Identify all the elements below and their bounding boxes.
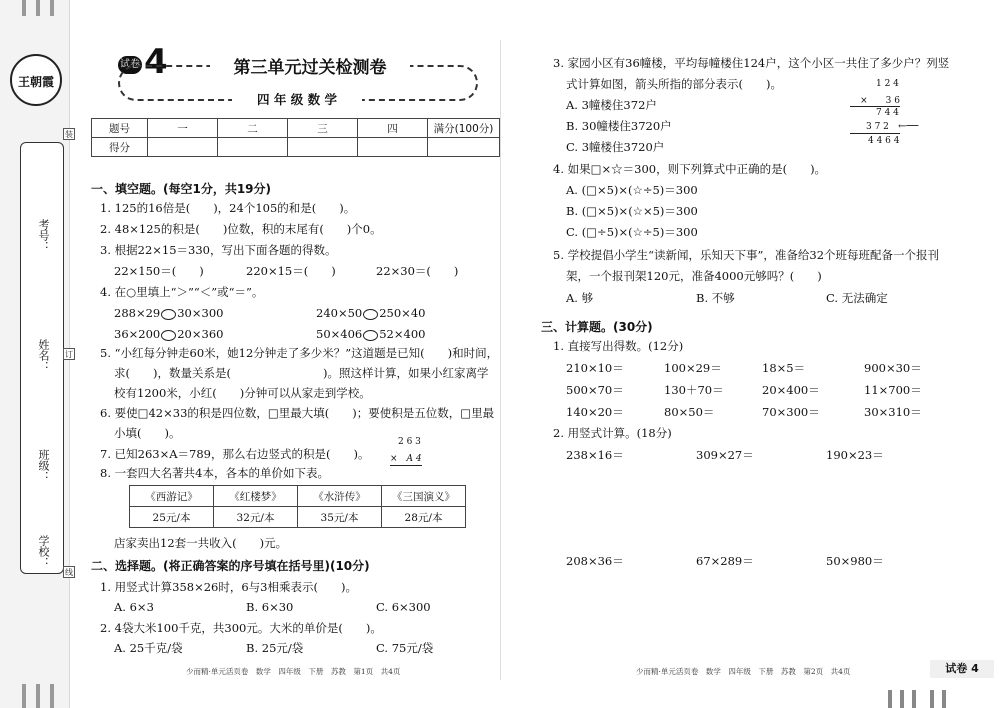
- score-table: [91, 118, 500, 157]
- option: A. 6×3: [114, 600, 154, 614]
- option: C. 无法确定: [826, 291, 888, 305]
- calc-line: 3 7 2: [866, 122, 889, 132]
- question-text: 店家卖出12套一共收入( )元。: [114, 536, 288, 550]
- binding-mark: [22, 0, 26, 16]
- question-text: 2. 48×125的积是( )位数，积的末尾有( )个0。: [100, 222, 382, 236]
- question-text: 2. 用竖式计算。(18分): [553, 426, 672, 440]
- calc-item: 50×980＝: [826, 554, 884, 568]
- table-cell: 满分(100分): [428, 119, 500, 138]
- option: C. (□÷5)×(☆÷5)＝300: [566, 225, 698, 239]
- calc-item: 20×400＝: [762, 383, 820, 397]
- option: A. 够: [566, 291, 594, 305]
- binding-mark: [36, 0, 40, 16]
- field-line: [63, 253, 64, 335]
- table-cell: 32元/本: [214, 507, 298, 528]
- expr: 50×406: [316, 327, 363, 341]
- binding-mark: [888, 690, 892, 708]
- table-cell: 四: [358, 119, 428, 138]
- binding-mark: [912, 690, 916, 708]
- calc-item: 309×27＝: [696, 448, 754, 462]
- compare-item: [316, 327, 425, 341]
- option: A. (□×5)×(☆÷5)＝300: [566, 183, 698, 197]
- field-line: [63, 375, 64, 445]
- calc-line: 1 2 4: [876, 79, 899, 89]
- section-heading: 三、计算题。(30分): [541, 320, 653, 334]
- label-name: 姓名：: [37, 339, 50, 372]
- badge-number: 4: [144, 42, 168, 82]
- question-text: 4. 在○里填上“＞”“＜”或“＝”。: [100, 285, 264, 299]
- compare-circle[interactable]: [363, 330, 378, 341]
- question-text: 5. 学校提倡小学生“读新闻，乐知天下事”，准备给32个班每班配备一个报刊: [553, 248, 940, 262]
- option: B. 6×30: [246, 600, 294, 614]
- table-cell: 《红楼梦》: [214, 486, 298, 507]
- question-text: 求( )，数量关系是( )。照这样计算，如果小红家离学: [114, 366, 489, 380]
- vertical-calc-top: 2 6 3: [398, 437, 421, 447]
- table-cell: 《水浒传》: [298, 486, 382, 507]
- binding-mark: [50, 684, 54, 708]
- question-text: 5. “小红每分钟走60米，她12分钟走了多少米？”这道题是已知( )和时间，: [100, 346, 499, 360]
- binding-mark: [50, 0, 54, 16]
- expr: 36×200: [114, 327, 161, 341]
- compare-circle[interactable]: [161, 309, 176, 320]
- calc-item: 208×36＝: [566, 554, 624, 568]
- question-text: 1. 直接写出得数。(12分): [553, 339, 684, 353]
- option: B. 30幢楼住3720户: [566, 119, 672, 133]
- binding-char: 订: [65, 350, 73, 359]
- question-text: 架，一个报刊架120元，准备4000元够吗？( ): [566, 269, 822, 283]
- table-cell: 《西游记》: [130, 486, 214, 507]
- question-text: 2. 4袋大米100千克，共300元。大米的单价是( )。: [100, 621, 382, 635]
- table-cell: 25元/本: [130, 507, 214, 528]
- badge-label: 试卷: [118, 56, 142, 74]
- page-title: 第三单元过关检测卷: [210, 53, 410, 78]
- question-text: 小填( )。: [114, 426, 181, 440]
- book-price-table: [129, 485, 466, 528]
- calc-item: 238×16＝: [566, 448, 624, 462]
- option: C. 75元/袋: [376, 641, 434, 655]
- option: C. 6×300: [376, 600, 431, 614]
- label-class: 班级：: [37, 449, 50, 482]
- page-subtitle: 四 年 级 数 学: [232, 90, 362, 108]
- calc-item: 30×310＝: [864, 405, 922, 419]
- question-text: 3. 根据22×15＝330，写出下面各题的得数。: [100, 243, 337, 257]
- student-info-card: [20, 142, 64, 574]
- binding-strip: [0, 0, 70, 708]
- binding-char: 装: [65, 130, 73, 139]
- question-text: 4. 如果□×☆＝300，则下列算式中正确的是( )。: [553, 162, 827, 176]
- table-cell: 28元/本: [382, 507, 466, 528]
- field-line: [63, 151, 64, 217]
- calc-item: 70×300＝: [762, 405, 820, 419]
- table-row: [130, 486, 466, 507]
- compare-circle[interactable]: [363, 309, 378, 320]
- vertical-calc-bottom: × A 4: [390, 451, 422, 466]
- exam-tag: 试卷 4: [930, 660, 994, 678]
- binding-mark: [36, 684, 40, 708]
- expr: 52×400: [379, 327, 426, 341]
- table-cell: 二: [218, 119, 288, 138]
- question-text: 6. 要使□42×33的积是四位数，□里最大填( )；要使积是五位数，□里最: [100, 406, 495, 420]
- calc-item: 190×23＝: [826, 448, 884, 462]
- table-row: [130, 507, 466, 528]
- table-cell: 得分: [92, 138, 148, 157]
- calc-item: 500×70＝: [566, 383, 624, 397]
- score-input-cell[interactable]: [288, 138, 358, 157]
- question-text: 7. 已知263×A＝789，那么右边竖式的积是( )。: [100, 447, 370, 461]
- table-row: [92, 119, 500, 138]
- calc-rule: [850, 133, 900, 134]
- table-cell: 三: [288, 119, 358, 138]
- page-footer: 少而精·单元活页卷 数学 四年级 下册 苏教 第2页 共4页: [636, 667, 851, 676]
- compare-item: [114, 306, 223, 320]
- calc-item: 140×20＝: [566, 405, 624, 419]
- compare-item: [316, 306, 425, 320]
- expr: 288×29: [114, 306, 161, 320]
- option: B. 25元/袋: [246, 641, 304, 655]
- publisher-logo: [10, 54, 62, 106]
- option: B. (□×5)×(☆×5)＝300: [566, 204, 698, 218]
- score-input-cell[interactable]: [428, 138, 500, 157]
- logo-text: 王朝霞: [17, 75, 54, 89]
- option: C. 3幢楼住3720户: [566, 140, 665, 154]
- table-cell: 35元/本: [298, 507, 382, 528]
- compare-item: [114, 327, 223, 341]
- question-item: 22×30＝( ): [376, 264, 459, 278]
- option: B. 不够: [696, 291, 735, 305]
- table-cell: 题号: [92, 119, 148, 138]
- score-input-cell[interactable]: [218, 138, 288, 157]
- section-heading: 二、选择题。(将正确答案的序号填在括号里)(10分): [91, 559, 370, 573]
- binding-mark: [942, 690, 946, 708]
- expr: 20×360: [177, 327, 224, 341]
- label-school: 学校：: [37, 535, 50, 568]
- calc-item: 67×289＝: [696, 554, 754, 568]
- calc-line: 7 4 4: [876, 108, 899, 118]
- question-item: 22×150＝( ): [114, 264, 204, 278]
- binding-mark: [22, 684, 26, 708]
- question-text: 3. 家园小区有36幢楼，平均每幢楼住124户，这个小区一共住了多少户？列竖: [553, 56, 950, 70]
- page-footer: 少而精·单元活页卷 数学 四年级 下册 苏教 第1页 共4页: [186, 667, 401, 676]
- binding-mark: [900, 690, 904, 708]
- option: A. 25千克/袋: [114, 641, 183, 655]
- binding-char: 线: [65, 568, 73, 577]
- question-text: 1. 用竖式计算358×26时，6与3相乘表示( )。: [100, 580, 357, 594]
- section-heading: 一、填空题。(每空1分，共19分): [91, 182, 272, 196]
- calc-item: 100×29＝: [664, 361, 722, 375]
- calc-item: 11×700＝: [864, 383, 922, 397]
- page-divider: [500, 40, 501, 680]
- calc-item: 80×50＝: [664, 405, 715, 419]
- calc-line: 4 4 6 4: [868, 136, 900, 146]
- question-text: 8. 一套四大名著共4本，各本的单价如下表。: [100, 466, 329, 480]
- calc-item: 210×10＝: [566, 361, 624, 375]
- calc-item: 900×30＝: [864, 361, 922, 375]
- question-item: 220×15＝( ): [246, 264, 336, 278]
- expr: 250×40: [379, 306, 426, 320]
- expr: 240×50: [316, 306, 363, 320]
- table-cell: 一: [148, 119, 218, 138]
- binding-mark: [930, 690, 934, 708]
- question-text: 1. 125的16倍是( )，24个105的和是( )。: [100, 201, 356, 215]
- question-text: 式计算如图，箭头所指的部分表示( )。: [566, 77, 782, 91]
- calc-item: 18×5＝: [762, 361, 806, 375]
- expr: 30×300: [177, 306, 224, 320]
- field-line: [63, 483, 64, 531]
- arrow-icon: ←──: [898, 121, 919, 132]
- question-text: 校有1200米，小红( )分钟可以从家走到学校。: [114, 386, 371, 400]
- score-input-cell[interactable]: [358, 138, 428, 157]
- option: A. 3幢楼住372户: [566, 98, 657, 112]
- label-exam-number: 考号：: [37, 219, 50, 252]
- table-cell: 《三国演义》: [382, 486, 466, 507]
- calc-line: × 3 6: [850, 93, 900, 107]
- score-input-cell[interactable]: [148, 138, 218, 157]
- table-row: [92, 138, 500, 157]
- calc-item: 130＋70＝: [664, 383, 724, 397]
- compare-circle[interactable]: [161, 330, 176, 341]
